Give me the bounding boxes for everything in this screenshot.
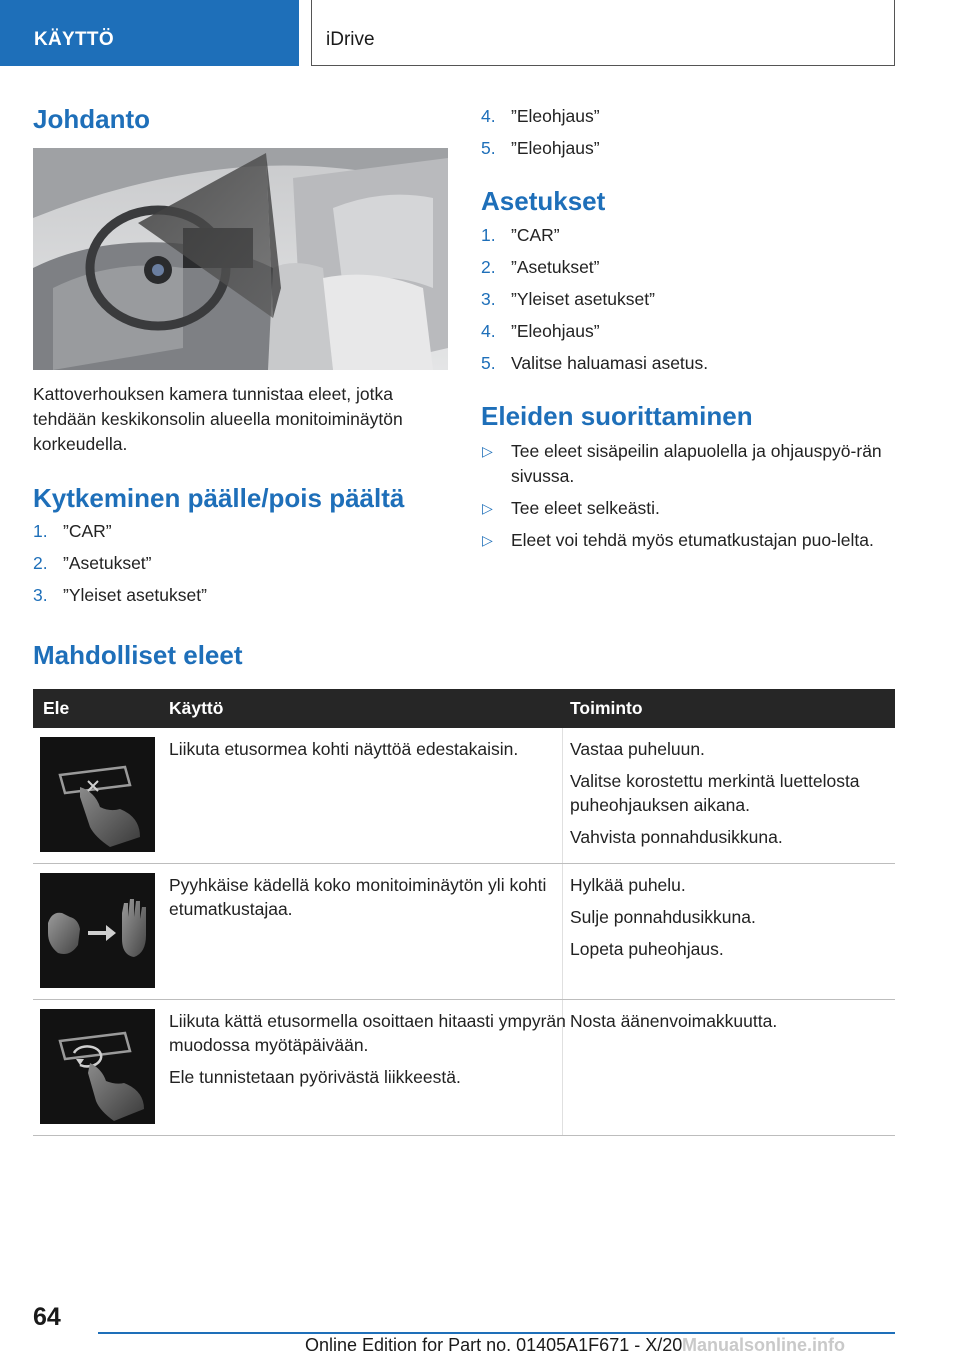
list-item: ▷ Eleet voi tehdä myös etumatkustajan puo-lelta.	[481, 528, 891, 553]
gesture-usage: Liikuta etusormea kohti näyttöä edestakaisin.	[169, 739, 519, 759]
list-item: 5. ”Eleohjaus”	[481, 136, 896, 161]
list-item: 1. ”CAR”	[33, 519, 448, 544]
step-number: 4.	[481, 321, 496, 341]
gestures-table	[33, 689, 895, 1136]
list-item: ▷ Tee eleet sisäpeilin alapuolella ja ohjauspyö-rän sivussa.	[482, 441, 882, 486]
toggle-title: Kytkeminen päälle/pois päältä	[33, 483, 405, 513]
performing-bullets-list	[481, 439, 891, 560]
car-interior-illustration	[33, 148, 448, 370]
gestures-title: Mahdolliset eleet	[33, 640, 243, 670]
list-item: ▷ Tee eleet selkeästi.	[481, 496, 891, 521]
step-number: 5.	[481, 353, 496, 373]
triangle-right-icon: ▷	[482, 532, 493, 548]
column-header-gesture: Ele	[43, 698, 70, 718]
list-item: 4. ”Eleohjaus”	[481, 319, 896, 344]
finger-circle-gesture-icon	[40, 1009, 155, 1124]
step-number: 2.	[33, 553, 48, 573]
step-number: 3.	[481, 289, 496, 309]
list-item: 2. ”Asetukset”	[481, 255, 896, 280]
list-item: 3. ”Yleiset asetukset”	[481, 287, 896, 312]
column-header-usage: Käyttö	[169, 698, 224, 718]
list-item: 3. ”Yleiset asetukset”	[33, 583, 448, 608]
step-number: 2.	[481, 257, 496, 277]
step-number: 3.	[33, 585, 48, 605]
hand-swipe-gesture-icon	[40, 873, 155, 988]
step-number: 1.	[33, 521, 48, 541]
step-number: 5.	[481, 138, 496, 158]
column-header-function: Toiminto	[570, 698, 643, 718]
toggle-steps-list	[33, 519, 448, 615]
chapter-tab: iDrive	[311, 0, 895, 66]
list-item: 1. ”CAR”	[481, 223, 896, 248]
gesture-usage: Pyyhkäise kädellä koko monitoiminäytön yli kohti etumatkustajaa.	[169, 875, 547, 919]
page-number: 64	[33, 1303, 61, 1331]
intro-title: Johdanto	[33, 104, 150, 134]
triangle-right-icon: ▷	[482, 443, 493, 459]
performing-title: Eleiden suorittaminen	[481, 401, 753, 431]
watermark: Manualsonline.info	[682, 1335, 846, 1355]
table-row	[33, 728, 895, 864]
edition-text: Online Edition for Part no. 01405A1F671 - X/20	[305, 1335, 683, 1355]
step-number: 4.	[481, 106, 496, 126]
car-interior-icon	[33, 148, 448, 370]
list-item: 2. ”Asetukset”	[33, 551, 448, 576]
list-item: 5. Valitse haluamasi asetus.	[481, 351, 896, 376]
step-number: 1.	[481, 225, 496, 245]
footer-divider	[98, 1332, 895, 1334]
table-row	[33, 864, 895, 1000]
list-item: 4. ”Eleohjaus”	[481, 104, 896, 129]
settings-steps-list	[481, 223, 896, 383]
settings-title: Asetukset	[481, 186, 606, 216]
table-row	[33, 1000, 895, 1136]
gesture-function: Nosta äänenvoimakkuutta.	[570, 1011, 778, 1031]
page-header	[0, 0, 960, 66]
table-header	[33, 689, 895, 728]
finger-point-gesture-icon	[40, 737, 155, 852]
toggle-steps-list-continued	[481, 104, 896, 168]
gesture-function: Vastaa puheluun. Valitse korostettu merkintä luettelosta puheohjauksen aikana. Vahvista ponnahdusikkuna.	[570, 739, 860, 847]
intro-caption: Kattoverhouksen kamera tunnistaa eleet, jotka tehdään keskikonsolin alueella monitoiminäytön korkeudella.	[33, 384, 403, 454]
gesture-function: Hylkää puhelu. Sulje ponnahdusikkuna. Lopeta puheohjaus.	[570, 875, 756, 959]
gesture-usage: Liikuta kättä etusormella osoittaen hitaasti ympyrän muodossa myötäpäivään. Ele tunnistetaan pyörivästä liikkeestä.	[169, 1011, 566, 1087]
triangle-right-icon: ▷	[482, 500, 493, 516]
section-tab: KÄYTTÖ	[0, 0, 299, 66]
